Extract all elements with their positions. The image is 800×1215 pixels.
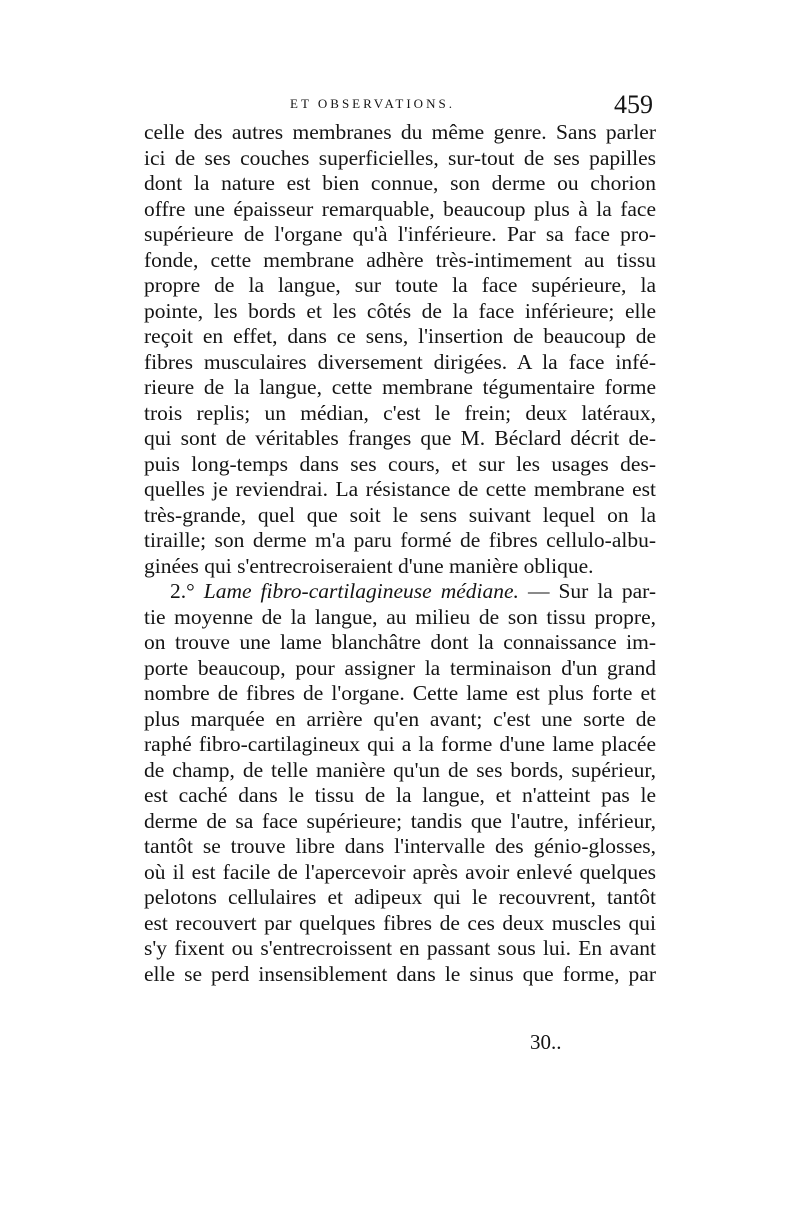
- text-line: trois replis; un médian, c'est le frein; deux latéraux,: [144, 400, 656, 425]
- text-line: de champ, de telle manière qu'un de ses bords, supérieur,: [144, 757, 656, 782]
- text-line: très-grande, quel que soit le sens suivant lequel on la: [144, 502, 656, 527]
- text-line: derme de sa face supérieure; tandis que l'autre, inférieur,: [144, 808, 656, 833]
- text-line: rieure de la langue, cette membrane tégumentaire forme: [144, 375, 656, 399]
- text-line: pointe, les bords et les côtés de la face inférieure; elle: [144, 298, 656, 323]
- text-line: pelotons cellulaires et adipeux qui le recouvrent, tantôt: [144, 885, 656, 909]
- running-head: ET OBSERVATIONS.: [290, 96, 455, 111]
- text-line: propre de la langue, sur toute la face supérieure, la: [144, 273, 656, 297]
- text-line: tantôt se trouve libre dans l'intervalle des génio-glosses,: [144, 834, 656, 858]
- section-number: 2.°: [170, 579, 195, 603]
- text-line: on trouve une lame blanchâtre dont la connaissance im-: [144, 630, 656, 654]
- text-line: est recouvert par quelques fibres de ces deux muscles qui: [144, 910, 656, 935]
- text-line: où il est facile de l'apercevoir après avoir enlevé quelques: [144, 859, 656, 884]
- text-line: celle des autres membranes du même genre. Sans parler: [144, 120, 656, 144]
- text-line: quelles je reviendrai. La résistance de cette membrane est: [144, 477, 656, 501]
- text-line: nombre de fibres de l'organe. Cette lame est plus forte et: [144, 681, 656, 705]
- section-heading-line: [144, 579, 656, 605]
- body-text: [144, 120, 656, 987]
- text-line: offre une épaisseur remarquable, beaucoup plus à la face: [144, 196, 656, 221]
- text-line: plus marquée en arrière qu'en avant; c'est une sorte de: [144, 706, 656, 731]
- text-line: raphé fibro-cartilagineux qui a la forme d'une lame placée: [144, 732, 656, 756]
- section-heading-continuation: — Sur la par-: [527, 579, 656, 603]
- page-number: 459: [614, 90, 653, 119]
- text-line: est caché dans le tissu de la langue, et n'atteint pas le: [144, 783, 656, 807]
- text-line: s'y fixent ou s'entrecroissent en passant sous lui. En avant: [144, 936, 656, 960]
- text-line: supérieure de l'organe qu'à l'inférieure. Par sa face pro-: [144, 222, 656, 246]
- text-line: ginées qui s'entrecroiseraient d'une manière oblique.: [144, 553, 594, 578]
- text-line: qui sont de véritables franges que M. Béclard décrit de-: [144, 426, 656, 450]
- text-line: porte beaucoup, pour assigner la terminaison d'un grand: [144, 655, 656, 680]
- section-heading: Lame fibro-cartilagineuse médiane.: [203, 579, 519, 603]
- text-line: dont la nature est bien connue, son derme ou chorion: [144, 171, 656, 195]
- text-line: reçoit en effet, dans ce sens, l'insertion de beaucoup de: [144, 324, 656, 348]
- text-line: puis long-temps dans ses cours, et sur les usages des-: [144, 451, 656, 476]
- text-line: tie moyenne de la langue, au milieu de son tissu propre,: [144, 604, 656, 629]
- text-line: fonde, cette membrane adhère très-intimement au tissu: [144, 247, 656, 272]
- signature-mark: 30..: [530, 1030, 562, 1054]
- text-line: ici de ses couches superficielles, sur-tout de ses papilles: [144, 145, 656, 170]
- text-line: elle se perd insensiblement dans le sinus que forme, par: [144, 961, 656, 986]
- text-line: tiraille; son derme m'a paru formé de fibres cellulo-albu-: [144, 528, 656, 552]
- text-line: fibres musculaires diversement dirigées. A la face infé-: [144, 349, 656, 374]
